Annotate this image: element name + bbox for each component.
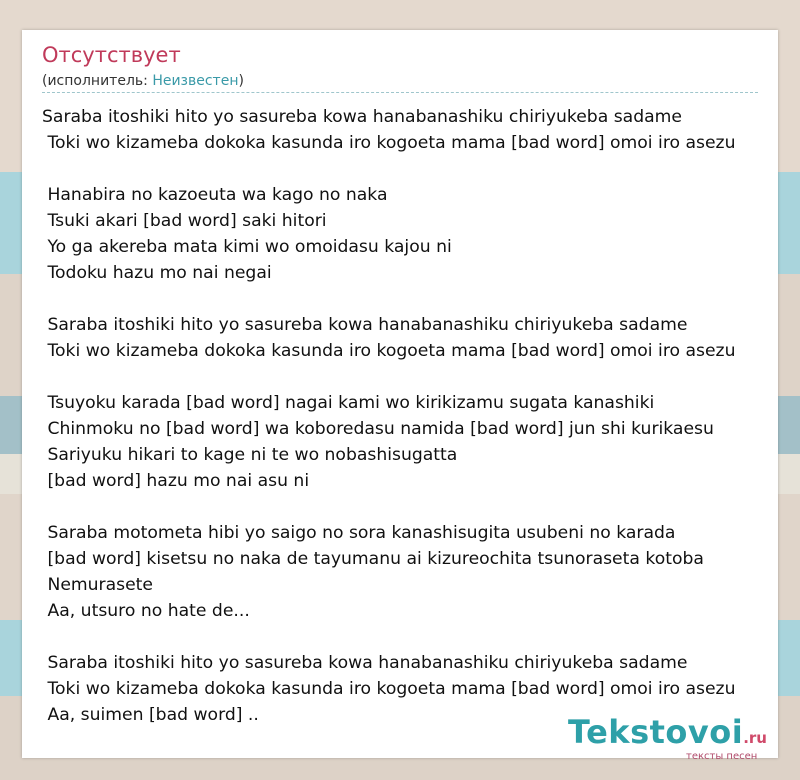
lyric-line: Tsuki akari [bad word] saki hitori xyxy=(42,211,327,231)
lyric-line: Todoku hazu mo nai negai xyxy=(42,263,272,283)
lyric-line: Chinmoku no [bad word] wa koboredasu namida [bad word] jun shi kurikaesu xyxy=(42,419,714,439)
site-logo[interactable] xyxy=(568,713,767,762)
lyrics-card xyxy=(22,30,778,762)
logo-tagline: тексты песен xyxy=(686,751,758,762)
lyric-line xyxy=(42,494,772,520)
lyric-line: Nemurasete xyxy=(42,575,153,595)
lyric-line: Saraba itoshiki hito yo sasureba kowa hanabanashiku chiriyukeba sadame xyxy=(42,107,682,127)
lyric-line: Saraba itoshiki hito yo sasureba kowa hanabanashiku chiriyukeba sadame xyxy=(42,653,688,673)
lyric-line: Tsuyoku karada [bad word] nagai kami wo kirikizamu sugata kanashiki xyxy=(42,393,655,413)
divider xyxy=(42,92,758,93)
lyric-line: [bad word] kisetsu no naka de tayumanu ai kizureochita tsunoraseta kotoba xyxy=(42,549,704,569)
artist-link[interactable]: Неизвестен xyxy=(152,73,239,89)
lyric-line: Saraba itoshiki hito yo sasureba kowa hanabanashiku chiriyukeba sadame xyxy=(42,315,688,335)
song-title: Отсутствует xyxy=(42,43,181,67)
lyric-line: Saraba motometa hibi yo saigo no sora kanashisugita usubeni no karada xyxy=(42,523,676,543)
artist-line xyxy=(42,73,244,89)
lyric-line xyxy=(42,156,772,182)
lyric-line xyxy=(42,364,772,390)
artist-suffix: ) xyxy=(238,73,244,89)
lyric-line: Aa, utsuro no hate de... xyxy=(42,601,250,621)
lyric-line: Toki wo kizameba dokoka kasunda iro kogoeta mama [bad word] omoi iro asezu xyxy=(42,341,736,361)
lyric-line: Hanabira no kazoeuta wa kago no naka xyxy=(42,185,388,205)
logo-domain: .ru xyxy=(743,729,767,747)
lyric-line: Sariyuku hikari to kage ni te wo nobashisugatta xyxy=(42,445,458,465)
lyric-line xyxy=(42,624,772,650)
lyric-line: Aa, suimen [bad word] .. xyxy=(42,705,259,725)
lyric-line: Yo ga akereba mata kimi wo omoidasu kajou ni xyxy=(42,237,452,257)
lyric-line: Toki wo kizameba dokoka kasunda iro kogoeta mama [bad word] omoi iro asezu xyxy=(42,133,736,153)
artist-prefix: (исполнитель: xyxy=(42,73,153,89)
lyric-line: [bad word] hazu mo nai asu ni xyxy=(42,471,310,491)
lyric-line: Toki wo kizameba dokoka kasunda iro kogoeta mama [bad word] omoi iro asezu xyxy=(42,679,736,699)
lyric-line xyxy=(42,286,772,312)
lyrics-text xyxy=(42,104,772,728)
logo-main-text: Tekstovoi xyxy=(568,713,744,751)
